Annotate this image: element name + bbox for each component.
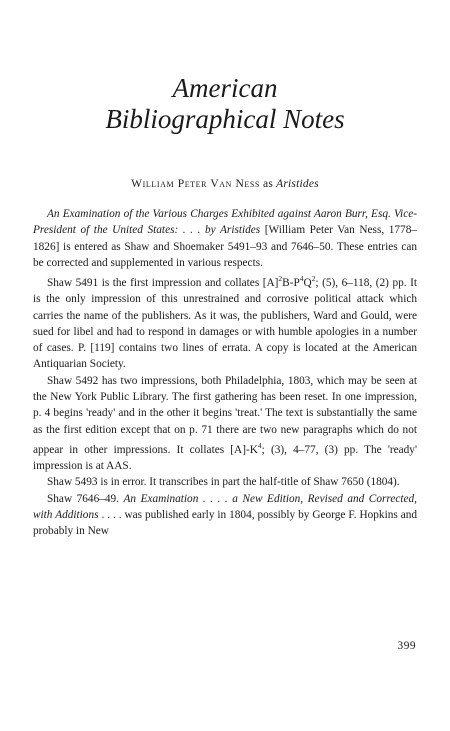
paragraph xyxy=(33,206,417,271)
body-text xyxy=(33,206,417,539)
text-run: Shaw 5492 has two impressions, both Philadelphia, 1803, which may be seen at the New York Public Library. The first gathering has been reset. In one impression, p. 4 begins 'ready' and in the other it begins 'treat.' The text is substantially the same as the first edition except that on p. 71 there are two new paragraphs which do not appear in other impressions. It collates [A]-K xyxy=(33,374,417,456)
text-run: . . . . was published early in 1804, possibly by George F. Hopkins and probably in New xyxy=(33,508,418,538)
superscript-text: 4 xyxy=(299,274,304,284)
text-run: [William Peter Van Ness, 1778–1826] is entered as Shaw and Shoemaker 5491–93 and 7646–50. These entries can be corrected and supplemented in various respects. xyxy=(33,224,417,269)
paragraph xyxy=(33,474,417,490)
text-run: Shaw 5493 is in error. It transcribes in part the half-title of Shaw 7650 (1804). xyxy=(47,476,400,489)
text-run: Shaw 5491 is the first impression and collates [A] xyxy=(47,276,279,289)
section-author: William Peter Van Ness xyxy=(131,178,260,190)
text-run: Shaw 7646–49. xyxy=(47,492,124,505)
section-heading xyxy=(0,177,450,191)
page-title-line-2: Bibliographical Notes xyxy=(105,104,345,134)
text-run: Q xyxy=(303,276,312,289)
text-run: B-P xyxy=(282,276,300,289)
paragraph xyxy=(33,373,417,475)
text-run: ; (5), 6–118, (2) pp. It is the only impression of this unrestrained and corrosive political attack which carries the name of the publishers. As it was, the publishers, Ward and Gould, were sued for libel and had to respond in damages or with humble apologies in a number of cases. P. [119] contains two lines of errata. A copy is located at the American Antiquarian Society. xyxy=(33,276,417,371)
italic-text: An Examination of the Various Charges Exhibited against Aaron Burr, Esq. Vice-President of the United States: . . . by Aristides xyxy=(33,208,417,237)
paragraph xyxy=(33,491,417,540)
superscript-text: 4 xyxy=(257,440,262,450)
page-title-line-1: American xyxy=(172,73,278,103)
italic-text: An Examination . . . . a New Edition, Revised and Corrected, with Additions xyxy=(33,492,417,521)
superscript-text: 2 xyxy=(278,274,283,284)
paragraph xyxy=(33,271,417,373)
section-pseudonym: Aristides xyxy=(276,178,319,190)
text-run: ; (3), 4–77, (3) pp. The 'ready' impression is at AAS. xyxy=(33,443,417,472)
section-joiner: as xyxy=(259,178,277,190)
superscript-text: 2 xyxy=(311,274,316,284)
page-number: 399 xyxy=(397,640,416,652)
